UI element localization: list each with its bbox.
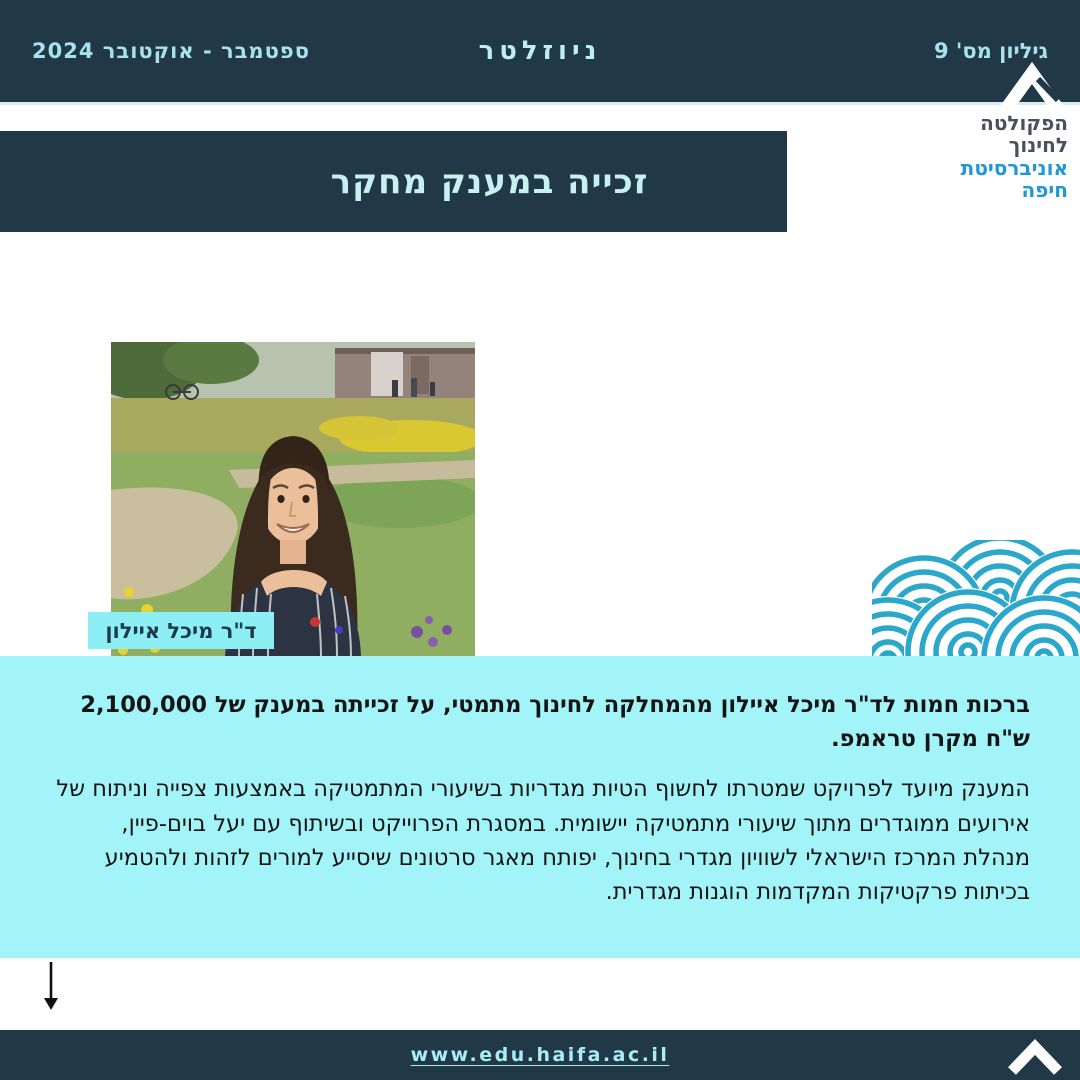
logo-line-education: לחינוך: [1008, 133, 1068, 158]
article-lead: ברכות חמות לד"ר מיכל איילון מהמחלקה לחינוך מתמטי, על זכייתה במענק של 2,100,000 ש"ח מקרן טראמפ.: [80, 692, 1030, 753]
issue-dates-label: ספטמבר - אוקטובר 2024: [32, 39, 310, 63]
issue-number-label: גיליון מס' 9: [933, 39, 1048, 63]
page-title: זכייה במענק מחקר: [330, 161, 649, 202]
chevron-up-icon: [1006, 1037, 1064, 1075]
footer-bar: [0, 1030, 1080, 1080]
footer-url-link[interactable]: www.edu.haifa.ac.il: [410, 1044, 670, 1066]
photo-caption: ד"ר מיכל איילון: [88, 612, 274, 649]
article-block: [0, 656, 1080, 958]
wave-arcs-icon: [872, 540, 1080, 658]
article-body: המענק מיועד לפרויקט שמטרתו לחשוף הטיות מגדריות בשיעורי המתמטיקה באמצעות צפייה וניתוח של אירועים ממוגדרים מתוך שיעורי מתמטיקה יישומית. במסגרת הפרוייקט ובשיתוף עם יעל בוים-פיין, מנהלת המרכז הישראלי לשוויון מגדרי בחינוך, יפותח מאגר סרטונים שיסייע למורים לזהות ולהטמיע בכיתות פרקטיקות המקדמות הוגנות מגדרית.: [56, 776, 1030, 905]
logo-line-university: אוניברסיטת: [960, 155, 1068, 180]
header-bar: [0, 0, 1080, 105]
logo-line-haifa: חיפה: [1021, 178, 1068, 203]
chevron-up-icon: [1000, 62, 1064, 114]
down-arrow-icon: [40, 960, 62, 1012]
newsletter-title: ניוזלטר: [478, 36, 602, 66]
faculty-logo: [961, 112, 1068, 202]
logo-line-faculty: הפקולטה: [980, 111, 1068, 135]
portrait-photo: [111, 342, 475, 656]
title-banner: [0, 131, 787, 232]
